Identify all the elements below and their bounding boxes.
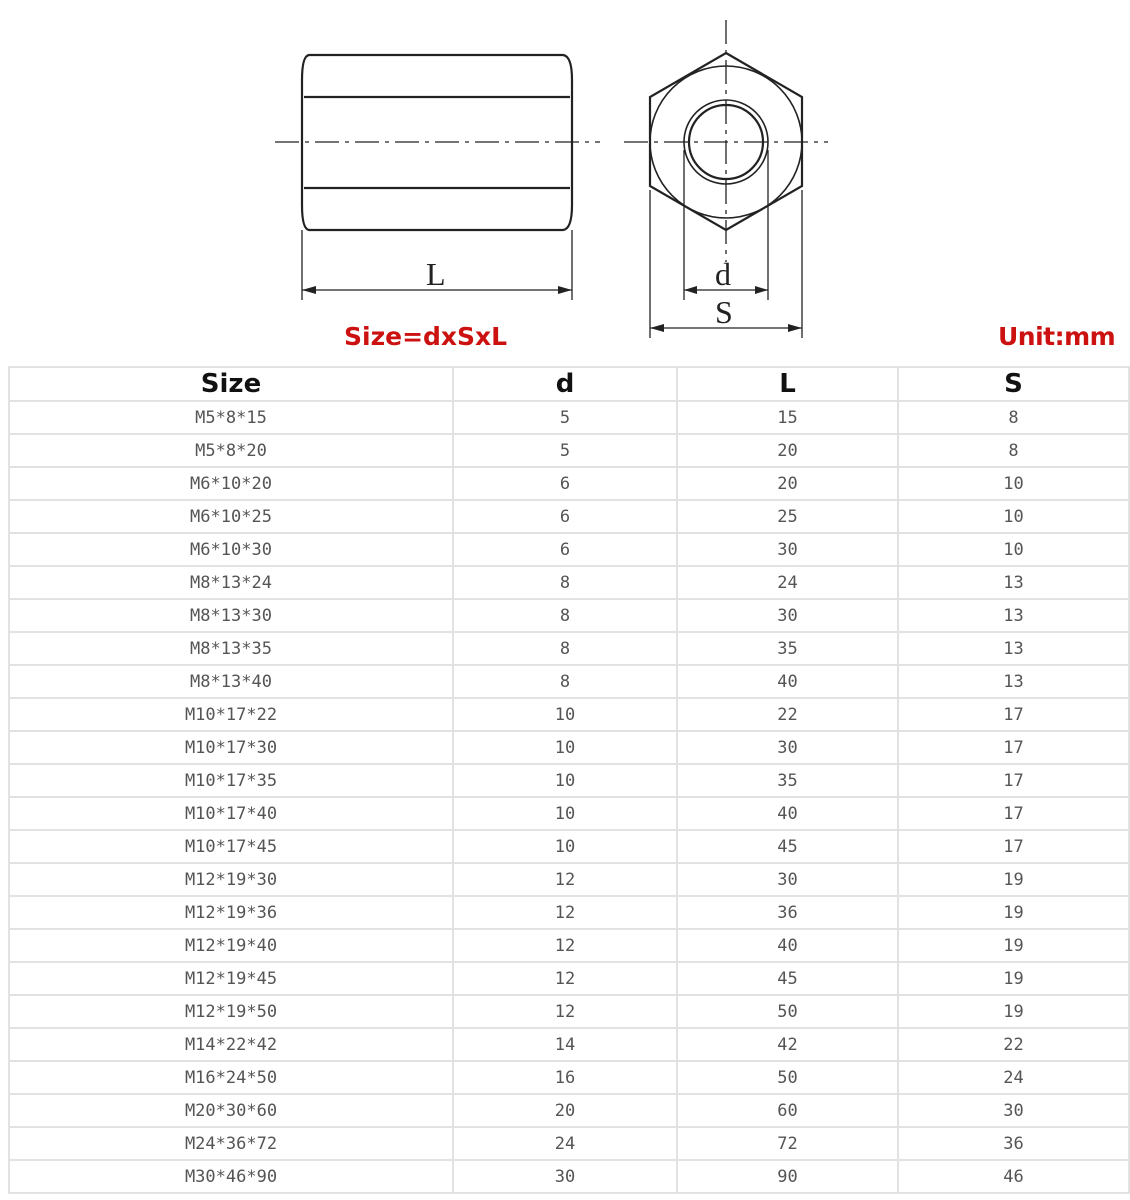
l-cell: 30 xyxy=(677,533,898,566)
size-cell: M8*13*35 xyxy=(9,632,453,665)
d-cell: 8 xyxy=(453,665,677,698)
size-cell: M12*19*40 xyxy=(9,929,453,962)
column-header-size: Size xyxy=(9,367,453,401)
table-row xyxy=(9,830,1129,863)
table-row xyxy=(9,401,1129,434)
l-cell: 45 xyxy=(677,830,898,863)
size-cell: M12*19*45 xyxy=(9,962,453,995)
size-cell: M8*13*24 xyxy=(9,566,453,599)
table-row xyxy=(9,533,1129,566)
specification-table xyxy=(8,366,1130,1194)
d-cell: 14 xyxy=(453,1028,677,1061)
l-cell: 35 xyxy=(677,764,898,797)
table-row xyxy=(9,599,1129,632)
s-cell: 24 xyxy=(898,1061,1129,1094)
s-cell: 17 xyxy=(898,797,1129,830)
l-cell: 35 xyxy=(677,632,898,665)
d-cell: 5 xyxy=(453,434,677,467)
size-formula-label: Size=dxSxL xyxy=(344,322,508,351)
s-cell: 19 xyxy=(898,896,1129,929)
s-cell: 30 xyxy=(898,1094,1129,1127)
size-cell: M6*10*20 xyxy=(9,467,453,500)
size-cell: M10*17*45 xyxy=(9,830,453,863)
size-cell: M8*13*40 xyxy=(9,665,453,698)
table-row xyxy=(9,1094,1129,1127)
s-cell: 19 xyxy=(898,929,1129,962)
size-cell: M12*19*50 xyxy=(9,995,453,1028)
d-cell: 10 xyxy=(453,764,677,797)
d-cell: 20 xyxy=(453,1094,677,1127)
l-cell: 40 xyxy=(677,929,898,962)
l-cell: 22 xyxy=(677,698,898,731)
l-cell: 40 xyxy=(677,797,898,830)
d-cell: 10 xyxy=(453,698,677,731)
d-cell: 8 xyxy=(453,632,677,665)
d-cell: 12 xyxy=(453,896,677,929)
s-cell: 19 xyxy=(898,995,1129,1028)
table-row xyxy=(9,566,1129,599)
size-cell: M8*13*30 xyxy=(9,599,453,632)
table-row xyxy=(9,764,1129,797)
l-cell: 45 xyxy=(677,962,898,995)
d-cell: 12 xyxy=(453,863,677,896)
table-row xyxy=(9,1061,1129,1094)
dimension-label-length: L xyxy=(426,256,446,292)
table-row xyxy=(9,665,1129,698)
table-row xyxy=(9,632,1129,665)
s-cell: 36 xyxy=(898,1127,1129,1160)
table-row xyxy=(9,929,1129,962)
d-cell: 10 xyxy=(453,797,677,830)
dimension-label-thread-diameter: d xyxy=(715,256,731,292)
l-cell: 25 xyxy=(677,500,898,533)
table-row xyxy=(9,434,1129,467)
l-cell: 42 xyxy=(677,1028,898,1061)
table-row xyxy=(9,1160,1129,1193)
size-cell: M12*19*36 xyxy=(9,896,453,929)
size-cell: M10*17*40 xyxy=(9,797,453,830)
size-cell: M14*22*42 xyxy=(9,1028,453,1061)
s-cell: 13 xyxy=(898,599,1129,632)
table-row xyxy=(9,863,1129,896)
s-cell: 8 xyxy=(898,401,1129,434)
l-cell: 20 xyxy=(677,467,898,500)
s-cell: 13 xyxy=(898,632,1129,665)
d-cell: 10 xyxy=(453,830,677,863)
s-cell: 46 xyxy=(898,1160,1129,1193)
size-cell: M10*17*30 xyxy=(9,731,453,764)
size-cell: M24*36*72 xyxy=(9,1127,453,1160)
d-cell: 30 xyxy=(453,1160,677,1193)
table-body xyxy=(9,401,1129,1193)
d-cell: 12 xyxy=(453,995,677,1028)
column-header-l: L xyxy=(677,367,898,401)
size-cell: M5*8*15 xyxy=(9,401,453,434)
size-cell: M30*46*90 xyxy=(9,1160,453,1193)
table-row xyxy=(9,962,1129,995)
table-row xyxy=(9,1028,1129,1061)
l-cell: 30 xyxy=(677,863,898,896)
l-cell: 60 xyxy=(677,1094,898,1127)
size-cell: M20*30*60 xyxy=(9,1094,453,1127)
l-cell: 50 xyxy=(677,995,898,1028)
column-header-s: S xyxy=(898,367,1129,401)
size-cell: M6*10*30 xyxy=(9,533,453,566)
d-cell: 6 xyxy=(453,467,677,500)
d-cell: 5 xyxy=(453,401,677,434)
d-cell: 12 xyxy=(453,929,677,962)
l-cell: 72 xyxy=(677,1127,898,1160)
s-cell: 22 xyxy=(898,1028,1129,1061)
table-row xyxy=(9,500,1129,533)
l-cell: 30 xyxy=(677,731,898,764)
s-cell: 17 xyxy=(898,764,1129,797)
table-row xyxy=(9,731,1129,764)
s-cell: 17 xyxy=(898,830,1129,863)
l-cell: 40 xyxy=(677,665,898,698)
s-cell: 10 xyxy=(898,500,1129,533)
d-cell: 6 xyxy=(453,533,677,566)
table-row xyxy=(9,995,1129,1028)
l-cell: 90 xyxy=(677,1160,898,1193)
column-header-d: d xyxy=(453,367,677,401)
table-row xyxy=(9,1127,1129,1160)
size-cell: M5*8*20 xyxy=(9,434,453,467)
s-cell: 19 xyxy=(898,962,1129,995)
s-cell: 13 xyxy=(898,665,1129,698)
s-cell: 17 xyxy=(898,698,1129,731)
d-cell: 24 xyxy=(453,1127,677,1160)
table-row xyxy=(9,896,1129,929)
size-cell: M12*19*30 xyxy=(9,863,453,896)
d-cell: 6 xyxy=(453,500,677,533)
d-cell: 12 xyxy=(453,962,677,995)
unit-label: Unit:mm xyxy=(998,322,1116,351)
hex-coupling-nut-drawing xyxy=(0,0,1130,360)
s-cell: 17 xyxy=(898,731,1129,764)
s-cell: 19 xyxy=(898,863,1129,896)
s-cell: 10 xyxy=(898,467,1129,500)
size-cell: M16*24*50 xyxy=(9,1061,453,1094)
size-cell: M10*17*35 xyxy=(9,764,453,797)
s-cell: 8 xyxy=(898,434,1129,467)
l-cell: 20 xyxy=(677,434,898,467)
table-row xyxy=(9,797,1129,830)
l-cell: 36 xyxy=(677,896,898,929)
l-cell: 50 xyxy=(677,1061,898,1094)
l-cell: 30 xyxy=(677,599,898,632)
table-row xyxy=(9,467,1129,500)
size-cell: M10*17*22 xyxy=(9,698,453,731)
d-cell: 8 xyxy=(453,566,677,599)
d-cell: 16 xyxy=(453,1061,677,1094)
l-cell: 24 xyxy=(677,566,898,599)
s-cell: 10 xyxy=(898,533,1129,566)
l-cell: 15 xyxy=(677,401,898,434)
table-header-row xyxy=(9,367,1129,401)
size-cell: M6*10*25 xyxy=(9,500,453,533)
s-cell: 13 xyxy=(898,566,1129,599)
dimension-label-across-flats: S xyxy=(715,294,733,330)
d-cell: 10 xyxy=(453,731,677,764)
table-row xyxy=(9,698,1129,731)
d-cell: 8 xyxy=(453,599,677,632)
